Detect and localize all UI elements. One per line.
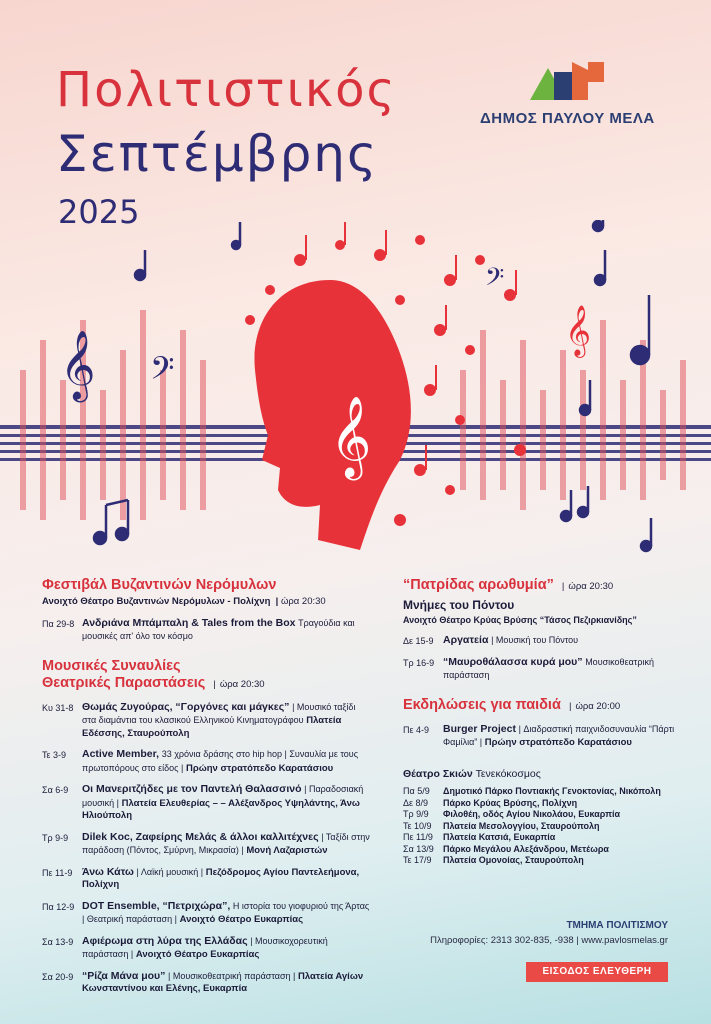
event-date: Δε 15-9 [403, 636, 434, 646]
pontus-title [403, 577, 683, 595]
music-title-line1: Μουσικές Συναυλίες [42, 657, 181, 674]
event-row [42, 701, 372, 741]
event-place: Πλατεία Ελευθερίας – – Αλέξανδρος Υψηλάντης, Άνω Ηλιούπολη [82, 797, 360, 821]
event-body [82, 935, 372, 962]
event-row [42, 617, 372, 644]
event-date: Πε 4-9 [403, 724, 430, 735]
pontus-time: ώρα 20:30 [568, 581, 614, 592]
event-place: Πεζόδρομος Αγίου Παντελεήμονα, Πολίχνη [82, 866, 360, 890]
event-name: Θωμάς Ζυγούρας, “Γοργόνες και μάγκες” [82, 700, 290, 713]
shadow-row [403, 844, 683, 856]
event-body [82, 617, 372, 644]
event-row [42, 748, 372, 775]
event-text: | Λαϊκή μουσική | [136, 866, 204, 877]
shadow-place: Πάρκο Μεγάλου Αλεξάνδρου, Μετέωρα [443, 843, 609, 854]
shadow-place: Πλατεία Ομονοίας, Σταυρούπολη [443, 855, 584, 865]
event-date: Σα 13-9 [42, 936, 74, 947]
event-place: Πλατεία Αγίων Κωνσταντίνου και Ελένης, Ευκαρπία [82, 970, 364, 994]
event-text: Τραγούδια και μουσικές απ' όλο τον κόσμο [82, 617, 355, 641]
event-body [82, 701, 372, 741]
page-title-line2: Σεπτέμβρης [56, 125, 379, 183]
event-body [82, 831, 372, 858]
event-date: Κυ 31-8 [42, 702, 74, 713]
pontus-time-sep: | [561, 581, 565, 592]
shadow-date: Πε 11/9 [403, 832, 433, 842]
event-text: | Μουσικοχορευτική παράσταση | [82, 935, 328, 959]
event-name: Burger Project [443, 722, 516, 735]
event-body [443, 723, 683, 750]
treble-clef-icon: 𝄞 [565, 305, 592, 356]
event-name: Active Member, [82, 748, 160, 760]
music-title-line2 [42, 675, 372, 693]
music-title-text: Θεατρικές Παραστάσεις [42, 674, 206, 691]
shadow-place: Πλατεία Μεσολογγίου, Σταυρούπολη [443, 820, 600, 831]
shadow-date: Τρ 9/9 [403, 809, 429, 819]
event-text: | Ταξίδι στην παράδοση (Πόντος, Σμύρνη, Μικρασία) | [82, 831, 370, 855]
shadow-row [403, 832, 683, 844]
event-place: Μονή Λαζαριστών [246, 845, 328, 856]
shadow-date: Τε 17/9 [403, 855, 432, 865]
event-body [82, 748, 372, 775]
event-text: | Διαδραστική παιχνιδοσυναυλία “Πάρτι Φαμίλια” | [443, 723, 675, 747]
kids-title-text: Εκδηλώσεις για παιδιά [403, 696, 561, 713]
shadow-place: Πάρκο Κρύας Βρύσης, Πολίχνη [443, 797, 578, 808]
event-date: Τε 3-9 [42, 750, 67, 760]
event-text: Η ιστορία του γιοφυριού της Άρτας | Θεατρική παράσταση | [82, 900, 370, 924]
event-date: Σα 6-9 [42, 785, 69, 795]
pontus-subtitle: Μνήμες του Πόντου [403, 598, 515, 612]
shadow-row [403, 798, 683, 810]
event-name: “Μαυροθάλασσα κυρά μου” [443, 655, 583, 668]
event-name: Άνω Κάτω [82, 865, 134, 878]
event-body [82, 900, 372, 927]
event-row [42, 935, 372, 962]
event-date: Πα 12-9 [42, 901, 75, 912]
event-date: Σα 20-9 [42, 971, 74, 982]
shadow-place: Πλατεία Κατσιά, Ευκαρπία [443, 832, 556, 842]
event-date: Πα 29-8 [42, 618, 75, 629]
shadow-name: Τενεκόκοσμος [475, 767, 541, 780]
event-row [42, 783, 372, 823]
event-row [403, 656, 683, 683]
event-date: Πε 11-9 [42, 867, 73, 878]
shadow-title-text: Θέατρο Σκιών [403, 767, 473, 780]
event-row [42, 831, 372, 858]
shadow-place: Δημοτικό Πάρκο Ποντιακής Γενοκτονίας, Νικόπολη [443, 786, 661, 796]
event-text: | Μουσική του Πόντου [491, 635, 579, 645]
festival-time: ώρα 20:30 [280, 596, 326, 607]
shadow-row [403, 821, 683, 833]
event-body [443, 634, 683, 648]
shadow-date: Τε 10/9 [403, 820, 432, 831]
event-name: Αφιέρωμα στη λύρα της Ελλάδας [82, 934, 248, 947]
event-row [403, 634, 683, 648]
event-place: Πρώην στρατόπεδο Καρατάσιου [484, 737, 632, 748]
year: 2025 [58, 193, 140, 231]
event-body [82, 783, 372, 823]
contact-info: Πληροφορίες: 2313 302-835, -938 | www.pavlosmelas.gr [430, 935, 668, 946]
pontus-venue: Ανοιχτό Θέατρο Κρύας Βρύσης “Τάσος Πεζιρκιανίδης” [403, 614, 637, 625]
event-name: Ανδριάνα Μπάμπαλη & Tales from the Box [82, 616, 296, 629]
event-row [42, 866, 372, 892]
logo-mark-icon [530, 58, 610, 108]
kids-title [403, 697, 683, 715]
festival-venue-text: Ανοιχτό Θέατρο Βυζαντινών Νερόμυλων - Πολίχνη [42, 596, 271, 607]
page-title-line1: Πολιτιστικός [56, 62, 397, 118]
festival-title: Φεστιβάλ Βυζαντινών Νερόμυλων [42, 577, 277, 593]
treble-clef-icon: 𝄞 [60, 330, 96, 400]
music-time: ώρα 20:30 [219, 678, 265, 690]
shadow-row [403, 786, 683, 798]
event-row [403, 723, 683, 750]
right-column [403, 577, 683, 867]
event-name: “Ρίζα Μάνα μου” [82, 969, 166, 982]
free-entry-badge: ΕΙΣΟΔΟΣ ΕΛΕΥΘΕΡΗ [526, 962, 668, 982]
event-body [82, 970, 372, 996]
left-column [42, 577, 372, 996]
bass-clef-icon: 𝄢 [150, 350, 175, 394]
shadow-date: Σα 13/9 [403, 843, 434, 854]
treble-clef-icon: 𝄞 [330, 395, 372, 477]
music-time-sep: | [213, 678, 216, 690]
festival-venue: Ανοιχτό Θέατρο Βυζαντινών Νερόμυλων - Πολίχνη | ώρα 20:30 [42, 596, 326, 607]
event-text: | Μουσικοθεατρική παράσταση | [168, 970, 296, 981]
bass-clef-icon: 𝄢 [485, 263, 505, 298]
logo-text: ΔΗΜΟΣ ΠΑΥΛΟΥ ΜΕΛΑ [480, 110, 655, 127]
event-body [82, 866, 372, 892]
shadow-date: Δε 8/9 [403, 797, 429, 808]
shadow-row [403, 855, 683, 867]
event-row [42, 900, 372, 927]
shadow-place: Φιλοθέη, οδός Αγίου Νικολάου, Ευκαρπία [443, 809, 621, 819]
event-text: | Μουσικό ταξίδι στα διαμάντια του κλασικού Ελληνικού Κινηματογράφου [82, 701, 356, 725]
event-place: Πρώην στρατόπεδο Καρατάσιου [185, 762, 334, 774]
shadow-row [403, 809, 683, 821]
event-date: Τρ 16-9 [403, 657, 435, 668]
event-name: Αργατεία [443, 634, 489, 646]
department: ΤΜΗΜΑ ΠΟΛΙΤΙΣΜΟΥ [566, 920, 668, 931]
pontus-title-text: “Πατρίδας αρωθυμία” [403, 577, 554, 593]
event-date: Τρ 9-9 [42, 832, 69, 843]
event-place: Ανοιχτό Θέατρο Ευκαρπίας [179, 914, 304, 925]
event-row [42, 970, 372, 996]
event-place: Πλατεία Εδέσσης, Σταυρούπολη [82, 715, 342, 739]
music-art-illustration [0, 220, 711, 580]
event-text: | Παραδοσιακή μουσική | [82, 784, 364, 808]
event-text: Μουσικοθεατρική παράσταση [443, 656, 654, 680]
kids-time-sep: | [568, 700, 572, 712]
event-name: Dilek Koc, Ζαφείρης Μελάς & άλλοι καλλιτέχνες [82, 830, 319, 843]
footer [430, 920, 668, 946]
kids-time: ώρα 20:00 [575, 700, 621, 712]
event-text: 33 χρόνια δράσης στο hip hop | Συναυλία με τους πρωτοπόρους στο είδος | [82, 749, 359, 773]
event-body [443, 656, 683, 683]
shadow-theatre-title [403, 768, 683, 781]
event-name: Οι Μανεριτζήδες με τον Παντελή Θαλασσινό [82, 783, 302, 795]
shadow-date: Πα 5/9 [403, 786, 430, 796]
event-place: Ανοιχτό Θέατρο Ευκαρπίας [135, 949, 260, 960]
event-name: DOT Ensemble, “Πετριχώρα”, [82, 899, 231, 912]
